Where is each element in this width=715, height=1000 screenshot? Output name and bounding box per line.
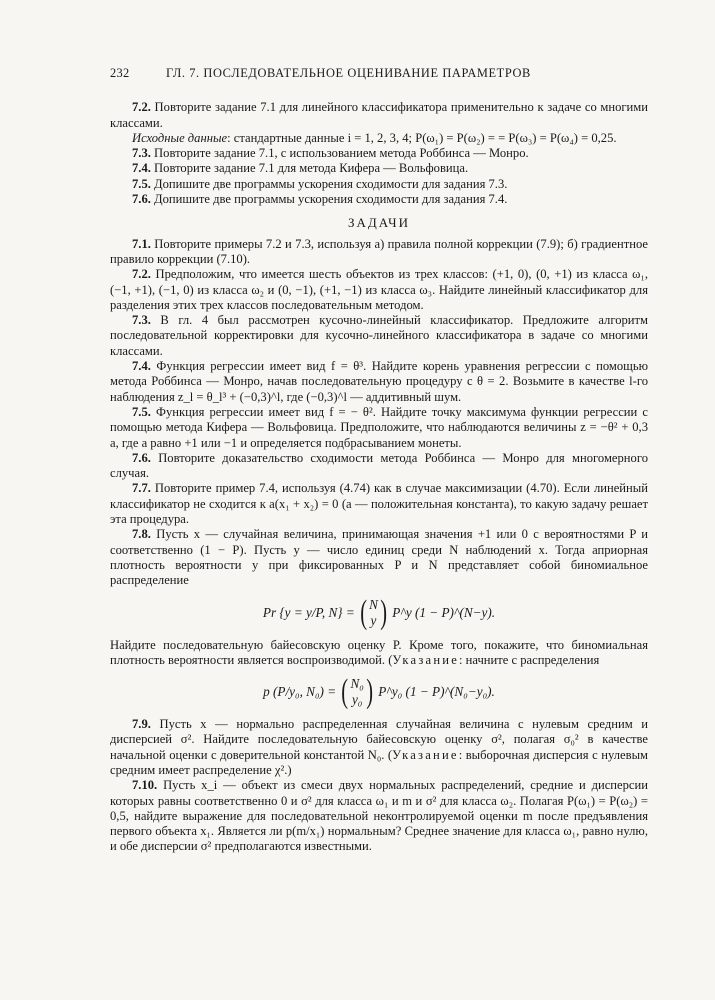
problem-7-7: 7.7. Повторите пример 7.4, используя (4.74) как в случае максимизации (4.70). Если линейный классификатор не сходится к a(x₁ + x₂) = 0 (a — положительная константа), то какую задачу решает эта процедура. (110, 481, 648, 527)
problem-7-8: 7.8. Пусть x — случайная величина, принимающая значения +1 или 0 с вероятностями P и соответственно (1 − P). Пусть y — число единиц среди N наблюдений x. Тогда априорная плотность вероятности y при фиксированных P и N представляет собой биномиальное распределение (110, 527, 648, 588)
exercise-7-5: 7.5. Допишите две программы ускорения сходимости для задания 7.3. (132, 176, 508, 191)
exercise-7-6: 7.6. Допишите две программы ускорения сходимости для задания 7.4. (132, 192, 508, 207)
binomial-formula: Pr {y = y/P, N} = ( N y ) P^y (1 − P)^(N−y). (262, 593, 496, 631)
exercise-7-2: 7.2. Повторите задание 7.1 для линейного классификатора применительно к задаче со многими классами. (110, 100, 649, 130)
section-title: ЗАДАЧИ (347, 215, 411, 231)
problem-7-5: 7.5. Функция регрессии имеет вид f = − θ². Найдите точку максимума функции регрессии с помощью метода Кифера — Вольфовица. Предположите, что наблюдаются величины z = −θ² + 0,3 a, где a равно +1 или −1 и определяется подбрасыванием монеты. (110, 404, 648, 450)
running-header (110, 66, 648, 81)
page-number: 232 (110, 66, 130, 80)
problem-7-4: 7.4. Функция регрессии имеет вид f = θ³. Найдите корень уравнения регрессии с помощью метода Роббинса — Монро, начав последовательную процедуру с θ = 2. Возьмите в качестве l-го наблюдения z_l = θ_l³ + (−0,3)^l, где (−0,3)^l — аддитивный шум. (110, 359, 649, 404)
problem-7-1: 7.1. Повторите примеры 7.2 и 7.3, используя а) правила полной коррекции (7.9); б) градиентное правило коррекции (7.10). (110, 236, 648, 266)
exercise-7-3: 7.3. Повторите задание 7.1, с использованием метода Роббинса — Монро. (132, 146, 529, 161)
problem-7-3: 7.3. В гл. 4 был рассмотрен кусочно-линейный классификатор. Предложите алгоритм последовательной корректировки для кусочно-линейного классификатора в задаче со многими классами. (110, 313, 649, 358)
problem-7-2: 7.2. Предположим, что имеется шесть объектов из трех классов: (+1, 0), (0, +1) из класса ω₁, (−1, +1), (−1, 0) из класса ω₂ и (0, −1), (+1, −1) из класса ω₃. Найдите линейный классификатор для разделения этих трех классов последовательным методом. (110, 267, 649, 312)
problem-7-8-cont: Найдите последовательную байесовскую оценку P. Кроме того, покажите, что биномиальная плотность вероятности является воспроизводимой. (Указание: начните с распределения (110, 637, 648, 667)
problem-7-10: 7.10. Пусть x_i — объект из смеси двух нормальных распределений, средние и дисперсии которых равны соответственно 0 и σ² для класса ω₁ и m и σ² для класса ω₂. Полагая P(ω₁) = P(ω₂) = 0,5, найдите выражение для последовательной неконтролируемой оценки m после предъявления первого объекта x₁. Является ли p(m/x₁) нормальным? Среднее значение для класса ω₁, равно нулю, и обе дисперсии σ² предполагаются известными. (110, 778, 649, 854)
problem-7-6: 7.6. Повторите доказательство сходимости метода Роббинса — Монро для многомерного случая. (110, 450, 648, 481)
exercise-7-4: 7.4. Повторите задание 7.1 для метода Кифера — Вольфовица. (132, 161, 469, 176)
page (110, 66, 648, 855)
exercise-data: Исходные данные: стандартные данные i = 1, 2, 3, 4; P(ω₁) = P(ω₂) = = P(ω₃) = P(ω₄) = 0,25. (132, 130, 617, 145)
problem-7-9: 7.9. Пусть x — нормально распределенная случайная величина с нулевым средним и дисперсией σ². Найдите последовательную байесовскую оценку σ², полагая σ₀² в качестве начальной оценки с доверительной константой N₀. (Указание: выборочная дисперсия с нулевым средним имеет распределение χ².) (110, 717, 648, 777)
running-title: ГЛ. 7. ПОСЛЕДОВАТЕЛЬНОЕ ОЦЕНИВАНИЕ ПАРАМЕТРОВ (166, 66, 531, 80)
prior-formula: p (P/y₀, N₀) = ( N₀ y₀ ) P^y₀ (1 − P)^(N₀−y₀). (263, 673, 495, 711)
